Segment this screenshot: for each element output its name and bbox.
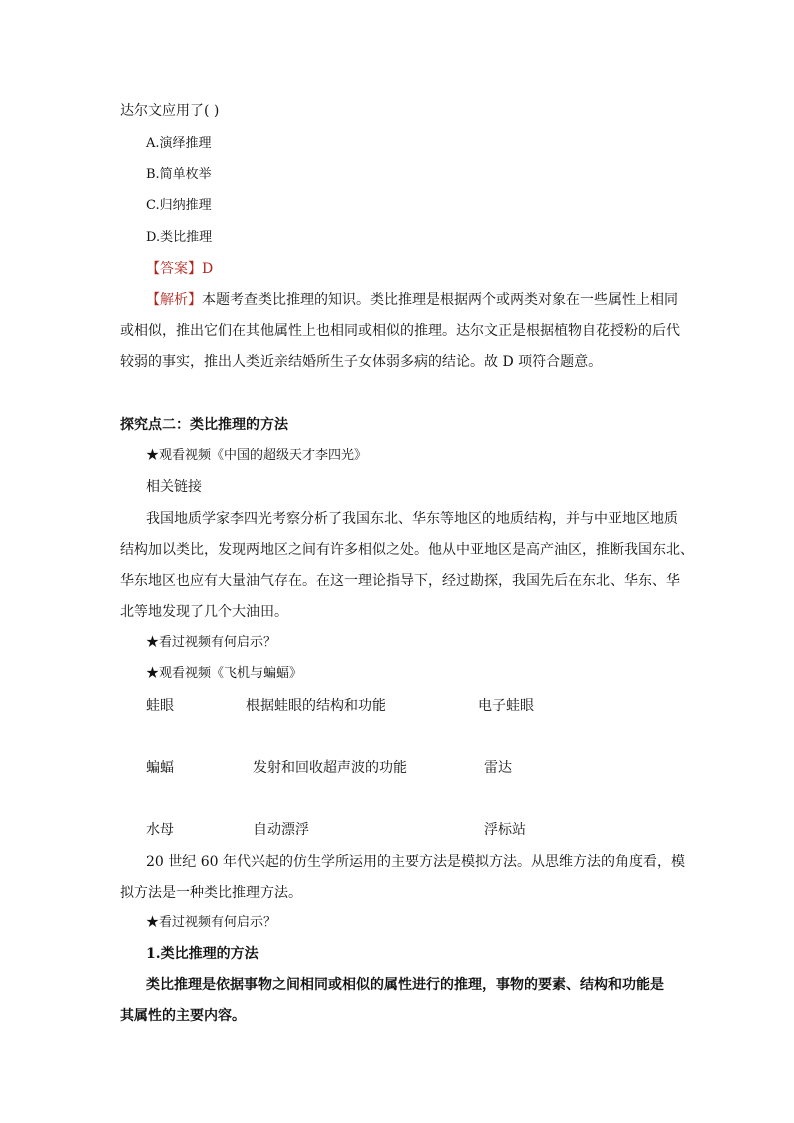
row-2-animal: 蝙蝠 <box>146 760 174 776</box>
bold-paragraph-line-1: 类比推理是依据事物之间相同或相似的属性进行的推理，事物的要素、结构和功能是 <box>146 977 664 993</box>
analysis-line-2: 或相似，推出它们在其他属性上也相同或相似的推理。达尔文正是根据植物自花授粉的后代 <box>120 323 680 339</box>
analysis-label: 【解析】 <box>146 292 202 308</box>
paragraph2-line-2: 拟方法是一种类比推理方法。 <box>120 885 302 901</box>
row-3-invention: 浮标站 <box>484 822 526 838</box>
paragraph1-line-3: 华东地区也应有大量油气存在。在这一理论指导下，经过勘探，我国先后在东北、华东、华 <box>120 573 680 589</box>
video-2: ★观看视频《飞机与蝙蝠》 <box>146 666 303 681</box>
subheading: 1.类比推理的方法 <box>146 946 259 962</box>
video-1: ★观看视频《中国的超级天才李四光》 <box>146 448 368 463</box>
question-1: ★看过视频有何启示？ <box>146 635 277 650</box>
option-a: A.演绎推理 <box>146 136 212 151</box>
row-2-feature: 发射和回收超声波的功能 <box>253 760 407 776</box>
row-1-feature: 根据蛙眼的结构和功能 <box>246 698 386 714</box>
paragraph2-line-1: 20 世纪 60 年代兴起的仿生学所运用的主要方法是模拟方法。从思维方法的角度看，模 <box>146 854 685 870</box>
related-link: 相关链接 <box>146 479 202 495</box>
analysis-line-3: 较弱的事实，推出人类近亲结婚所生子女体弱多病的结论。故 D 项符合题意。 <box>120 354 603 370</box>
row-1-animal: 蛙眼 <box>146 698 174 714</box>
analysis-text: 本题考查类比推理的知识。类比推理是根据两个或两类对象在一些属性上相同 <box>202 292 678 308</box>
row-3-animal: 水母 <box>146 822 174 838</box>
option-c: C.归纳推理 <box>146 198 212 213</box>
answer-line <box>146 259 213 279</box>
option-b: B.简单枚举 <box>146 167 212 182</box>
analysis-line-1 <box>146 290 678 310</box>
row-2-invention: 雷达 <box>484 760 512 776</box>
answer-label: 【答案】 <box>146 261 202 277</box>
answer-value: D <box>202 261 214 277</box>
row-3-feature: 自动漂浮 <box>253 822 309 838</box>
section-heading: 探究点二：类比推理的方法 <box>120 417 288 433</box>
paragraph1-line-1: 我国地质学家李四光考察分析了我国东北、华东等地区的地质结构，并与中亚地区地质 <box>146 511 678 527</box>
question-2: ★看过视频有何启示？ <box>146 915 277 930</box>
option-d: D.类比推理 <box>146 230 213 245</box>
question-stem: 达尔文应用了( ) <box>120 103 220 119</box>
paragraph1-line-4: 北等地发现了几个大油田。 <box>120 604 288 620</box>
paragraph1-line-2: 结构加以类比，发现两地区之间有许多相似之处。他从中亚地区是高产油区，推断我国东北、 <box>120 542 694 558</box>
row-1-invention: 电子蛙眼 <box>478 698 534 714</box>
bold-paragraph-line-2: 其属性的主要内容。 <box>120 1008 246 1024</box>
